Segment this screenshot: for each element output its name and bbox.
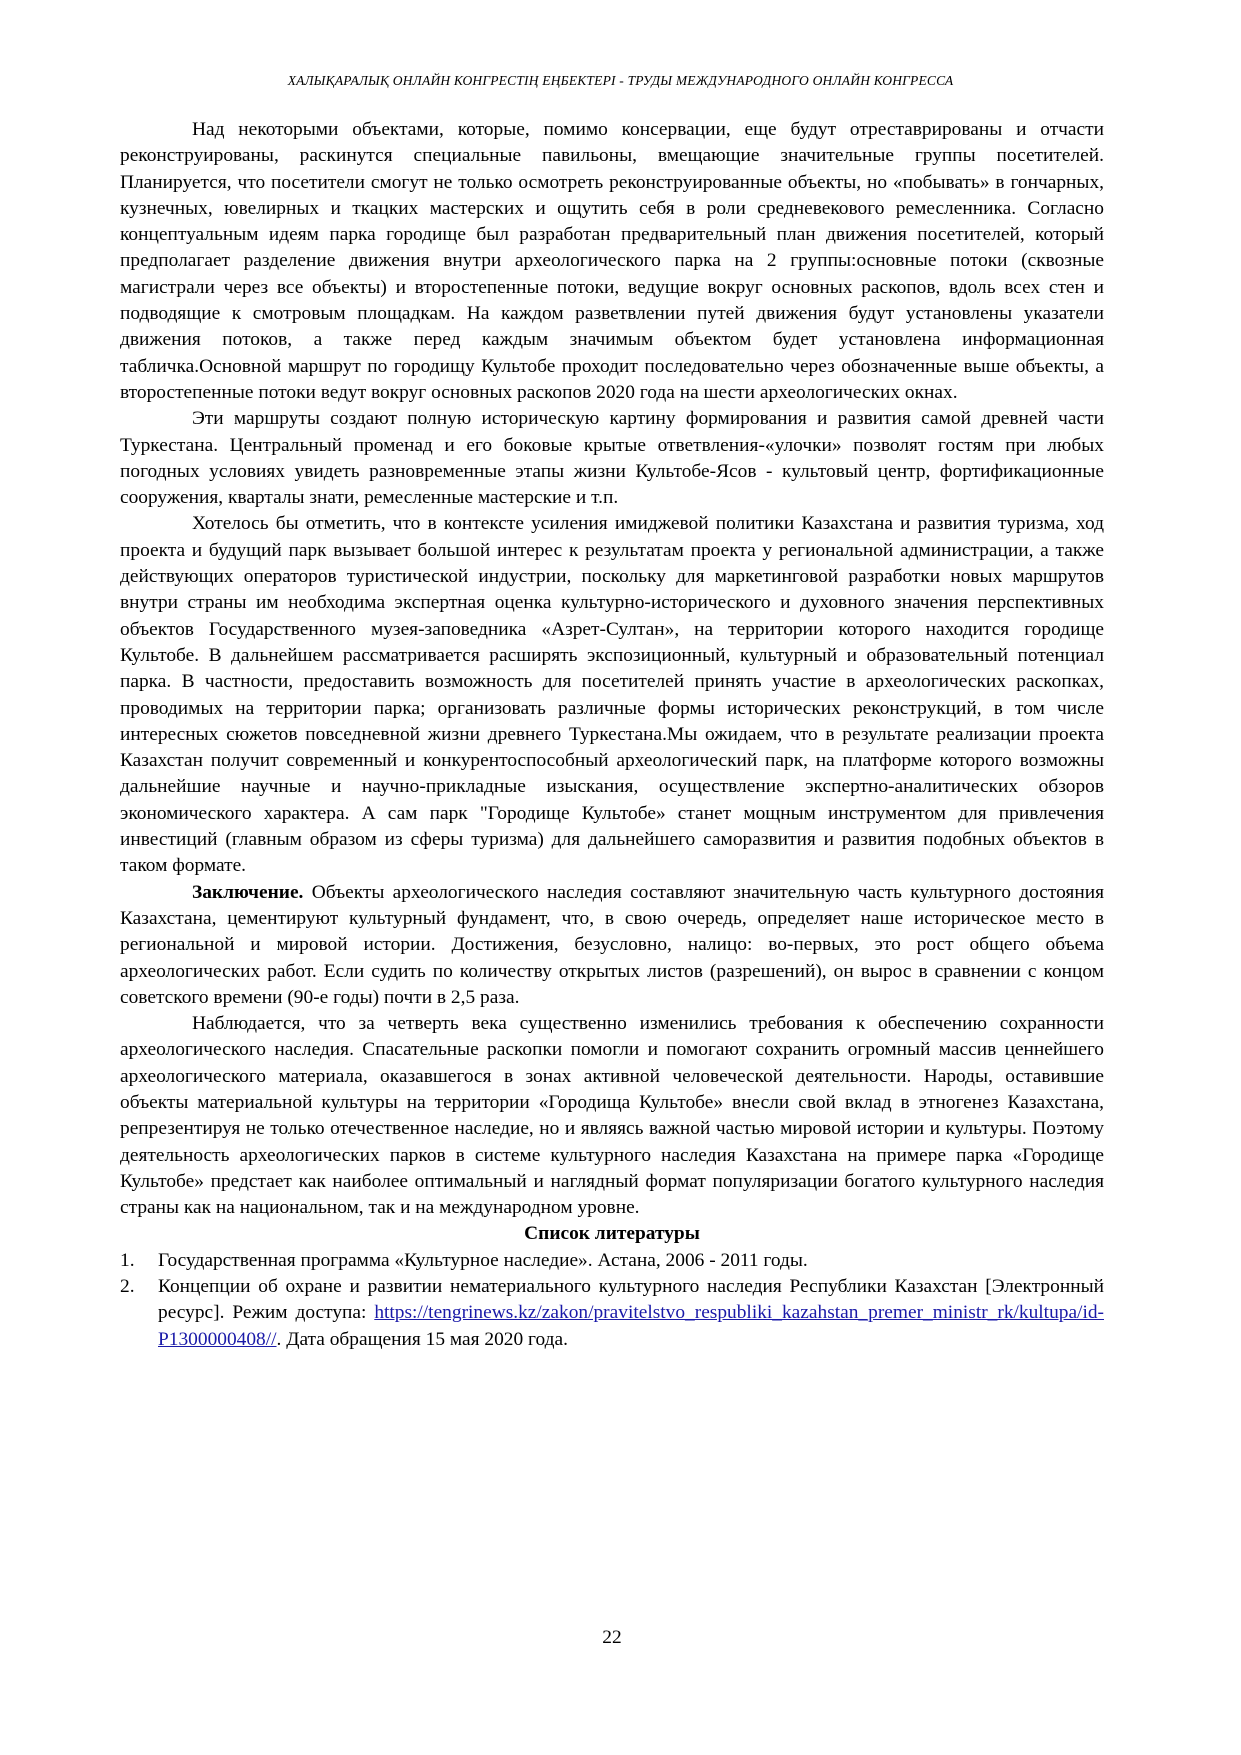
paragraph-conclusion — [120, 880, 1104, 1011]
reference-link[interactable]: https://tengrinews.kz/zakon/pravitelstvo_respubliki_kazahstan_premer_ministr_rk/kultupa/id-P1300000408// — [158, 1302, 1104, 1350]
paragraph: Хотелось бы отметить, что в контексте усиления имиджевой политики Казахстана и развития туризма, ход проекта и будущий парк вызывает большой интерес к результатам проекта у региональной администрации, а также действующих операторов туристической индустрии, поскольку для маркетинговой разработки новых маршрутов внутри страны им необходима экспертная оценка культурно-исторического и духовного значения перспективных объектов Государственного музея-заповедника «Азрет-Султан», на территории которого находится городище Культобе. В дальнейшем рассматривается расширять экспозиционный, культурный и образовательный потенциал парка. В частности, предоставить возможность для посетителей принять участие в археологических раскопках, проводимых на территории парка; организовать различные формы исторических реконструкций, в том числе интересных сюжетов повседневной жизни древнего Туркестана.Мы ожидаем, что в результате реализации проекта Казахстан получит современный и конкурентоспособный археологический парк, на платформе которого возможны дальнейшие научные и научно-прикладные изыскания, осуществление экспертно-аналитических обзоров экономического характера. А сам парк "Городище Культобе» станет мощным инструментом для привлечения инвестиций (главным образом из сферы туризма) для дальнейшего саморазвития и развития подобных объектов в таком формате. — [120, 513, 1104, 877]
reference-text: Государственная программа «Культурное наследие». Астана, 2006 - 2011 годы. — [158, 1249, 808, 1271]
conclusion-text: Объекты археологического наследия составляют значительную часть культурного достояния Казахстана, цементируют культурный фундамент, что, в свою очередь, определяет наше историческое место в региональной и мировой истории. Достижения, безусловно, налицо: во-первых, это рост общего объема археологических работ. Если судить по количеству открытых листов (разрешений), он вырос в сравнении с концом советского времени (90-е годы) почти в 2,5 раза. — [120, 881, 1104, 1008]
running-header: ХАЛЫҚАРАЛЫҚ ОНЛАЙН КОНГРЕСТІҢ ЕҢБЕКТЕРІ - ТРУДЫ МЕЖДУНАРОДНОГО ОНЛАЙН КОНГРЕССА — [287, 73, 954, 88]
reference-number: 2. — [120, 1276, 135, 1298]
page-number: 22 — [602, 1627, 622, 1648]
reference-number: 1. — [120, 1249, 135, 1271]
conclusion-heading: Заключение. — [192, 881, 304, 903]
reference-text: Концепции об охране и развитии нематериального культурного наследия Республики Казахстан [Электронный ресурс]. Режим доступа: — [158, 1276, 1104, 1324]
article-body — [120, 117, 1104, 1353]
paragraph: Наблюдается, что за четверть века существенно изменились требования к обеспечению сохранности археологического наследия. Спасательные раскопки помогли и помогают сохранить огромный массив ценнейшего археологического материала, оказавшегося в зонах активной человеческой деятельности. Народы, оставившие объекты материальной культуры на территории «Городища Культобе» внесли свой вклад в этногенез Казахстана, репрезентируя не только отечественное наследие, но и являясь важной частью мировой истории и культуры. Поэтому деятельность археологических парков в системе культурного наследия Казахстана на примере парка «Городище Культобе» предстает как наиболее оптимальный и наглядный формат популяризации богатого культурного наследия страны как на национальном, так и на международном уровне. — [120, 1013, 1104, 1219]
reference-text-end: . Дата обращения 15 мая 2020 года. — [276, 1328, 568, 1350]
paragraph: Над некоторыми объектами, которые, помимо консервации, еще будут отреставрированы и отчасти реконструированы, раскинутся специальные павильоны, вмещающие значительные группы посетителей. Планируется, что посетители смогут не только осмотреть реконструированные объекты, но «побывать» в гончарных, кузнечных, ювелирных и ткацких мастерских и ощутить себя в роли средневекового ремесленника. Согласно концептуальным идеям парка городище был разработан предварительный план движения посетителей, который предполагает разделение движения внутри археологического парка на 2 группы:основные потоки (сквозные магистрали через все объекты) и второстепенные потоки, ведущие вокруг основных раскопов, вдоль всех стен и подводящие к смотровым площадкам. На каждом разветвлении путей движения будут установлены указатели движения потоков, а также перед каждым значимым объектом будет установлена информационная табличка.Основной маршрут по городищу Культобе проходит последовательно через обозначенные выше объекты, а второстепенные потоки ведут вокруг основных раскопов 2020 года на шести археологических окнах. — [120, 119, 1104, 403]
reference-item — [120, 1248, 1104, 1274]
reference-item — [120, 1274, 1104, 1353]
references-list — [120, 1248, 1104, 1353]
references-title: Список литературы — [524, 1223, 700, 1245]
paragraph: Эти маршруты создают полную историческую картину формирования и развития самой древней части Туркестана. Центральный променад и его боковые крытые ответвления-«улочки» позволят гостям при любых погодных условиях увидеть разновременные этапы жизни Культобе-Ясов - культовый центр, фортификационные сооружения, кварталы знати, ремесленные мастерские и т.п. — [120, 408, 1104, 509]
